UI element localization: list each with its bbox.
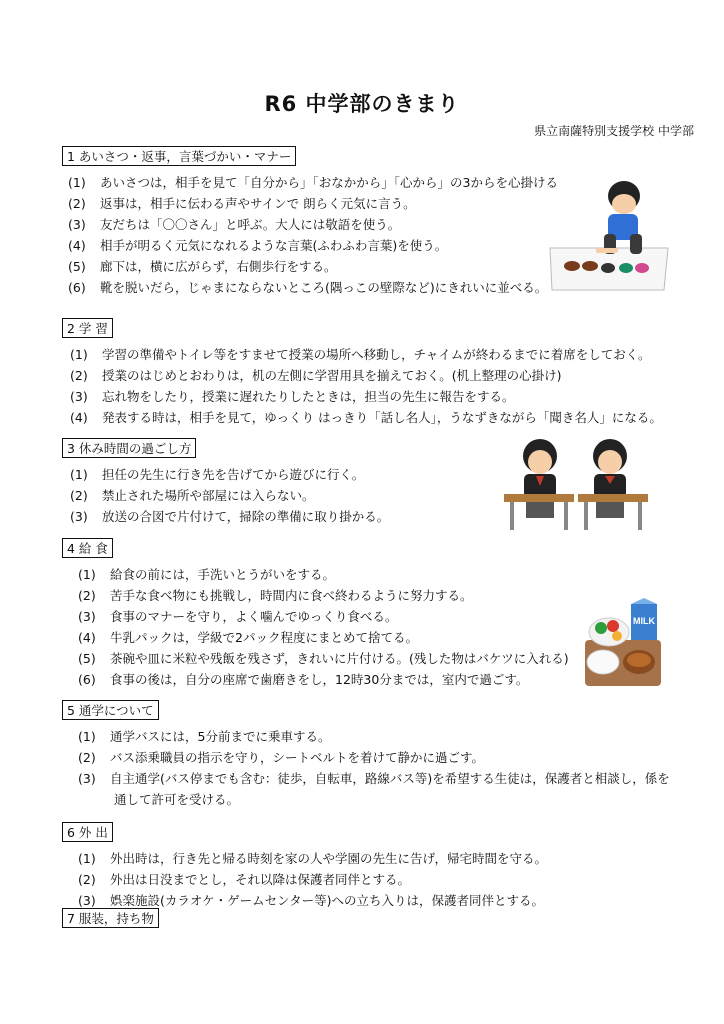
boy-arranging-shoes-illustration: [546, 176, 670, 294]
list-item: (2) 授業のはじめとおわりは，机の左側に学習用具を揃えておく。(机上整理の心掛け): [70, 368, 562, 383]
list-item: (2) 返事は，相手に伝わる声やサインで 朗らく元気に言う。: [68, 196, 416, 211]
list-item: (3) 自主通学(バス停までも含む：徒歩，自転車，路線バス等)を希望する生徒は，保護者と相談し，係を 通して許可を受ける。: [78, 768, 662, 810]
section-heading: 1 あいさつ・返事，言葉づかい・マナー: [62, 146, 296, 166]
list-item: (2) 苦手な食べ物にも挑戦し，時間内に食べ終わるように努力する。: [78, 588, 473, 603]
section-clothing: [62, 908, 662, 928]
school-name: 県立南薩特別支援学校 中学部: [534, 124, 694, 138]
list-item: (1) 担任の先生に行き先を告げてから遊びに行く。: [70, 467, 365, 482]
list-item: (1) 外出時は，行き先と帰る時刻を家の人や学園の先生に告げ，帰宅時間を守る。: [78, 851, 548, 866]
list-item: (6) 食事の後は，自分の座席で歯磨きをし，12時30分までは，室内で過ごす。: [78, 672, 529, 687]
list-item: (1) 通学バスには，5分前までに乗車する。: [78, 729, 331, 744]
list-item-continuation: 通して許可を受ける。: [114, 792, 240, 807]
section-heading: 7 服装，持ち物: [62, 908, 159, 928]
section-heading: 5 通学について: [62, 700, 159, 720]
school-lunch-tray-illustration: [583, 598, 663, 688]
list-item: (1) 学習の準備やトイレ等をすませて授業の場所へ移動し，チャイムが終わるまでに着席をしておく。: [70, 347, 651, 362]
list-item: (3) 忘れ物をしたり，授業に遅れたりしたときは，担当の先生に報告をする。: [70, 389, 515, 404]
students-at-desks-illustration: [498, 432, 658, 532]
section-going-out: [62, 822, 662, 911]
section-heading: 4 給 食: [62, 538, 113, 558]
list-item: (5) 茶碗や皿に米粒や残飯を残さず，きれいに片付ける。(残した物はバケツに入れる): [78, 651, 569, 666]
list-item: (4) 牛乳パックは，学級で2パック程度にまとめて捨てる。: [78, 630, 418, 645]
list-item: (3) 食事のマナーを守り，よく噛んでゆっくり食べる。: [78, 609, 398, 624]
list-item: (6) 靴を脱いだら，じゃまにならないところ(隅っこの壁際など)にきれいに並べる。: [68, 280, 548, 295]
section-heading: 3 休み時間の過ごし方: [62, 438, 196, 458]
list-item: (1) あいさつは，相手を見て「自分から」「おなかから」「心から」の3からを心掛ける: [68, 175, 558, 190]
section-commuting: [62, 700, 670, 810]
list-item: (5) 廊下は，横に広がらず，右側歩行をする。: [68, 259, 337, 274]
list-item: (3) 放送の合図で片付けて，掃除の準備に取り掛かる。: [70, 509, 390, 524]
list-item: (4) 相手が明るく元気になれるような言葉(ふわふわ言葉)を使う。: [68, 238, 448, 253]
list-item: (2) バス添乗職員の指示を守り，シートベルトを着けて静かに過ごす。: [78, 750, 485, 765]
section-heading: 6 外 出: [62, 822, 113, 842]
list-item: (2) 禁止された場所や部屋には入らない。: [70, 488, 315, 503]
list-item: (4) 発表する時は，相手を見て，ゆっくり はっきり「話し名人」，うなずきながら「聞き名人」になる。: [70, 410, 662, 425]
list-item: (1) 給食の前には，手洗いとうがいをする。: [78, 567, 336, 582]
page-title: R6 中学部のきまり: [264, 92, 460, 116]
section-study: [62, 318, 662, 428]
section-heading: 2 学 習: [62, 318, 113, 338]
list-item: (2) 外出は日没までとし，それ以降は保護者同伴とする。: [78, 872, 411, 887]
list-item: (3) 娯楽施設(カラオケ・ゲームセンター等)への立ち入りは，保護者同伴とする。: [78, 893, 545, 908]
section-lunch: [62, 538, 662, 690]
list-item: (3) 友だちは「〇〇さん」と呼ぶ。大人には敬語を使う。: [68, 217, 401, 232]
milk-label: MILK: [633, 616, 655, 626]
